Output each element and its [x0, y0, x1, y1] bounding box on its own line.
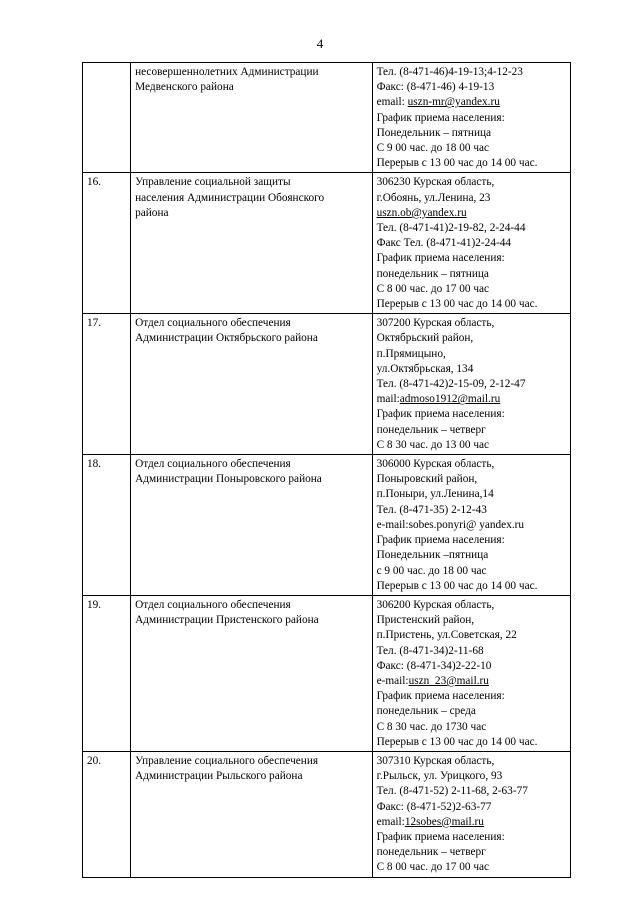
department-name-line: Управление социального обеспечения	[135, 754, 319, 767]
contact-info-line: Перерыв с 13 00 час до 14 00 час.	[376, 157, 538, 170]
row-number: 17.	[83, 314, 131, 455]
table-row	[83, 455, 571, 596]
contact-info-line: Понедельник – пятница	[376, 126, 492, 139]
contact-info-line: с 9 00 час. до 18 00 час	[376, 564, 487, 577]
department-name-cell	[131, 455, 372, 596]
email-line	[377, 815, 570, 830]
table-row	[83, 751, 571, 877]
email-link[interactable]: 12sobes@mail.ru	[404, 815, 484, 828]
row-number	[83, 63, 131, 173]
row-number: 19.	[83, 595, 131, 751]
contact-info-cell	[372, 63, 570, 173]
department-name-line: населения Администрации Обоянского	[135, 191, 325, 204]
contact-info-line: Тел. (8-471-52) 2-11-68, 2-63-77	[376, 785, 528, 798]
contact-info-line: Перерыв с 13 00 час до 14 00 час.	[376, 735, 538, 748]
contact-info-line: С 8 00 час. до 17 00 час	[376, 861, 490, 874]
department-name-cell	[131, 173, 372, 314]
table-row	[83, 173, 571, 314]
table-row	[83, 595, 571, 751]
contact-info-line: г.Обоянь, ул.Ленина, 23	[376, 191, 491, 204]
contact-info-line: понедельник – среда	[376, 705, 476, 718]
department-name-cell	[131, 63, 372, 173]
table-row	[83, 314, 571, 455]
department-name-line: несовершеннолетних Администрации	[135, 66, 319, 78]
contact-info-line: График приема населения:	[376, 534, 505, 547]
department-name-line: Администрации Поныровского района	[135, 473, 322, 486]
contact-info-cell	[372, 595, 570, 751]
email-line	[377, 95, 570, 110]
email-label: email:	[376, 815, 405, 828]
contact-info-line: Тел. (8-471-41)2-19-82, 2-24-44	[376, 222, 526, 235]
contact-info-line: Факс: (8-471-52)2-63-77	[376, 800, 492, 813]
email-line	[377, 674, 570, 689]
department-name-line: Отдел социального обеспечения	[135, 598, 291, 611]
email-line	[377, 392, 570, 407]
contact-info-cell	[372, 173, 570, 314]
contact-info-line: Перерыв с 13 00 час до 14 00 час.	[376, 579, 538, 592]
contact-info-line: e-mail:sobes.ponyri@ yandex.ru	[376, 518, 525, 531]
contact-info-cell	[372, 751, 570, 877]
row-number: 18.	[83, 455, 131, 596]
department-name-cell	[131, 595, 372, 751]
contact-info-line: ул.Октябрьская, 134	[376, 362, 474, 375]
contact-info-line: понедельник – пятница	[376, 267, 489, 280]
department-name-line: Отдел социального обеспечения	[135, 458, 291, 471]
department-name-cell	[131, 314, 372, 455]
contact-info-line: понедельник – четверг	[376, 423, 486, 436]
email-label: email:	[376, 96, 408, 109]
email-link[interactable]: uszn_23@mail.ru	[408, 674, 489, 687]
email-link[interactable]: uszn.ob@yandex.ru	[376, 206, 467, 219]
contact-info-line: Пристенский район,	[376, 614, 475, 627]
contact-info-line: График приема населения:	[376, 830, 505, 843]
contact-info-line: 306000 Курская область,	[376, 458, 495, 471]
email-label: mail:	[376, 393, 400, 406]
contact-info-line: Понедельник –пятница	[376, 549, 489, 562]
contact-info-line: 306230 Курская область,	[376, 176, 495, 189]
row-number: 16.	[83, 173, 131, 314]
contact-info-line: График приема населения:	[376, 408, 505, 421]
table-body	[83, 63, 571, 878]
contact-info-line: Тел. (8-471-35) 2-12-43	[376, 503, 487, 516]
row-number: 20.	[83, 751, 131, 877]
contact-info-line: Факс: (8-471-46) 4-19-13	[376, 81, 495, 94]
page-number: 4	[316, 36, 324, 51]
email-link[interactable]: uszn-mr@yandex.ru	[407, 96, 500, 109]
contact-info-line: понедельник – четверг	[376, 846, 486, 859]
department-name-line: района	[135, 206, 169, 219]
contact-info-line: С 8 30 час. до 1730 час	[376, 720, 487, 733]
contact-info-line: Факс: (8-471-34)2-22-10	[376, 659, 492, 672]
contact-info-line: п.Прямицыно,	[376, 347, 446, 360]
contact-info-line: С 8 00 час. до 17 00 час	[376, 282, 490, 295]
contact-info-line: График приема населения:	[376, 111, 505, 124]
contact-info-line: п.Пристень, ул.Советская, 22	[376, 629, 517, 642]
contact-info-line: Поныровский район,	[376, 473, 478, 486]
contact-info-line: Факс Тел. (8-471-41)2-24-44	[376, 237, 512, 250]
department-name-line: Отдел социального обеспечения	[135, 317, 291, 330]
contact-info-line: С 9 00 час. до 18 00 час	[376, 142, 490, 155]
contact-info-cell	[372, 314, 570, 455]
contact-info-line: г.Рыльск, ул. Урицкого, 93	[376, 770, 503, 783]
department-name-line: Медвенского района	[135, 81, 234, 94]
department-name-line: Администрации Октябрьского района	[135, 332, 318, 345]
department-name-line: Управление социальной защиты	[135, 176, 291, 189]
department-name-line: Администрации Рыльского района	[135, 770, 303, 783]
contact-info-line: Тел. (8-471-34)2-11-68	[376, 644, 484, 657]
departments-table	[82, 62, 571, 878]
email-line	[377, 206, 570, 221]
contact-info-line: п.Поныри, ул.Ленина,14	[376, 488, 494, 501]
contact-info-line: Тел. (8-471-46)4-19-13;4-12-23	[376, 66, 523, 78]
contact-info-line: График приема населения:	[376, 252, 505, 265]
contact-info-line: Перерыв с 13 00 час до 14 00 час.	[376, 298, 538, 311]
contact-info-line: График приема населения:	[376, 690, 505, 703]
department-name-cell	[131, 751, 372, 877]
contact-info-line: 306200 Курская область,	[376, 598, 495, 611]
contact-info-cell	[372, 455, 570, 596]
contact-info-line: 307200 Курская область,	[376, 317, 495, 330]
contact-info-line: 307310 Курская область,	[376, 754, 495, 767]
email-link[interactable]: admoso1912@mail.ru	[399, 393, 501, 406]
contact-info-line: С 8 30 час. до 13 00 час	[376, 438, 490, 451]
table-row	[83, 63, 571, 173]
contact-info-line: Тел. (8-471-42)2-15-09, 2-12-47	[376, 378, 526, 391]
contact-info-line: Октябрьский район,	[376, 332, 474, 345]
email-label: e-mail:	[376, 674, 409, 687]
department-name-line: Администрации Пристенского района	[135, 614, 319, 627]
